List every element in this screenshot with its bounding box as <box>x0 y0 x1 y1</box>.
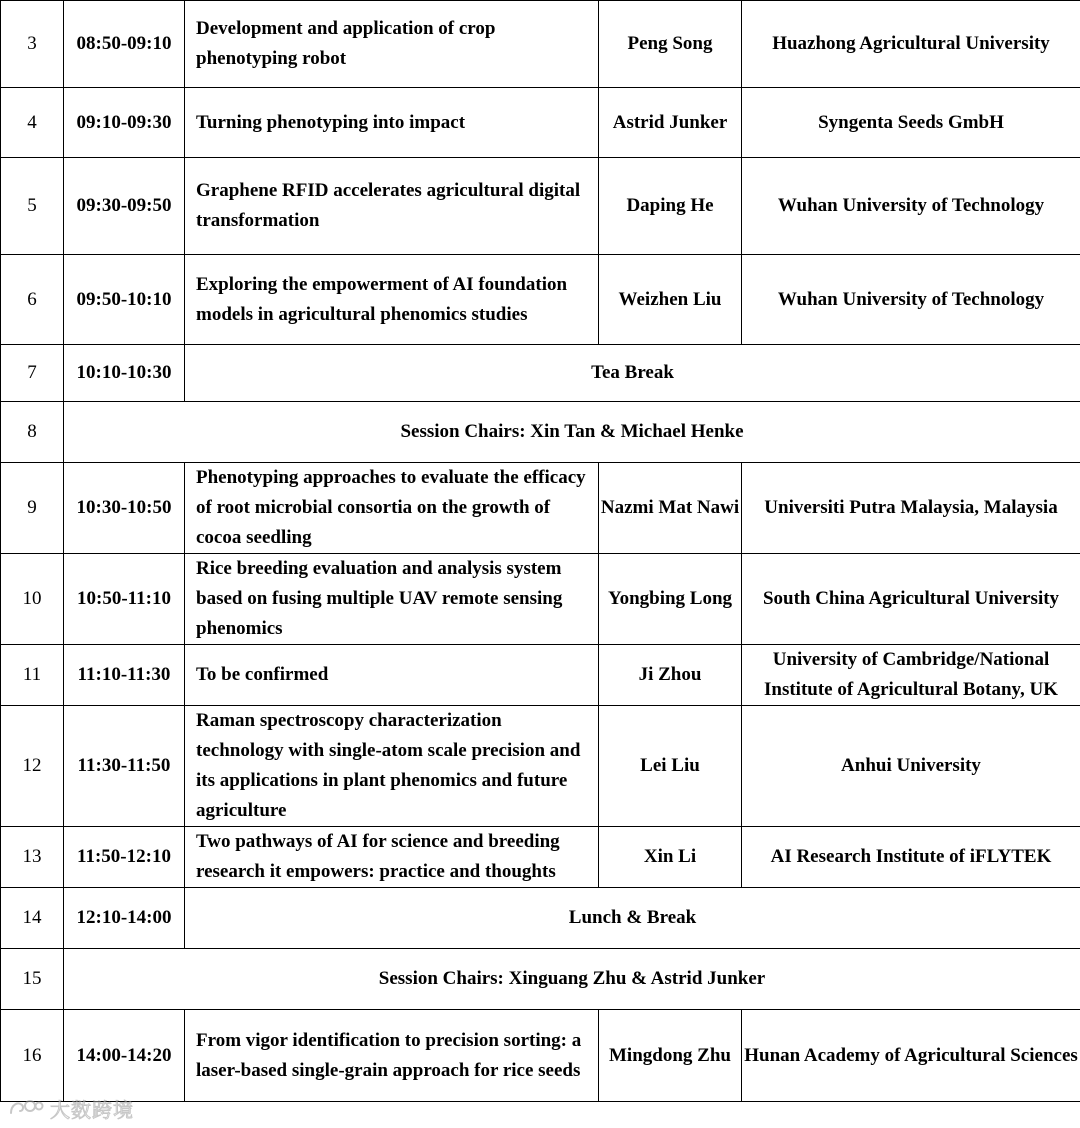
time-slot: 11:30-11:50 <box>64 706 185 827</box>
session-chairs: Session Chairs: Xinguang Zhu & Astrid Junker <box>64 949 1080 1010</box>
row-number: 5 <box>1 158 64 255</box>
institution: Syngenta Seeds GmbH <box>742 88 1080 158</box>
speaker-name: Lei Liu <box>599 706 742 827</box>
table-row <box>1 827 1080 888</box>
speaker-name: Mingdong Zhu <box>599 1010 742 1102</box>
time-slot: 09:30-09:50 <box>64 158 185 255</box>
time-slot: 09:10-09:30 <box>64 88 185 158</box>
row-number: 13 <box>1 827 64 888</box>
speaker-name: Ji Zhou <box>599 645 742 706</box>
table-row <box>1 706 1080 827</box>
talk-title: Development and application of crop phenotyping robot <box>185 1 599 88</box>
row-number: 12 <box>1 706 64 827</box>
speaker-name: Nazmi Mat Nawi <box>599 463 742 554</box>
table-row <box>1 1 1080 88</box>
table-row-session <box>1 402 1080 463</box>
table-row-break <box>1 345 1080 402</box>
row-number: 4 <box>1 88 64 158</box>
table-row <box>1 645 1080 706</box>
row-number: 11 <box>1 645 64 706</box>
institution: Anhui University <box>742 706 1080 827</box>
time-slot: 12:10-14:00 <box>64 888 185 949</box>
table-row <box>1 554 1080 645</box>
row-number: 10 <box>1 554 64 645</box>
institution: South China Agricultural University <box>742 554 1080 645</box>
schedule-body <box>1 1 1080 1102</box>
speaker-name: Peng Song <box>599 1 742 88</box>
talk-title: To be confirmed <box>185 645 599 706</box>
speaker-name: Astrid Junker <box>599 88 742 158</box>
session-chairs: Session Chairs: Xin Tan & Michael Henke <box>64 402 1080 463</box>
watermark-logo-icon <box>8 1097 44 1119</box>
speaker-name: Daping He <box>599 158 742 255</box>
table-row <box>1 88 1080 158</box>
speaker-name: Xin Li <box>599 827 742 888</box>
talk-title: Phenotyping approaches to evaluate the efficacy of root microbial consortia on the growth of cocoa seedling <box>185 463 599 554</box>
institution: Huazhong Agricultural University <box>742 1 1080 88</box>
time-slot: 11:10-11:30 <box>64 645 185 706</box>
speaker-name: Weizhen Liu <box>599 255 742 345</box>
talk-title: Turning phenotyping into impact <box>185 88 599 158</box>
table-row-break <box>1 888 1080 949</box>
talk-title: Graphene RFID accelerates agricultural digital transformation <box>185 158 599 255</box>
watermark-text: 大数跨境 <box>50 1097 134 1122</box>
break-label: Lunch & Break <box>185 888 1080 949</box>
speaker-name: Yongbing Long <box>599 554 742 645</box>
time-slot: 10:10-10:30 <box>64 345 185 402</box>
row-number: 7 <box>1 345 64 402</box>
institution: Wuhan University of Technology <box>742 255 1080 345</box>
institution: Wuhan University of Technology <box>742 158 1080 255</box>
time-slot: 08:50-09:10 <box>64 1 185 88</box>
break-label: Tea Break <box>185 345 1080 402</box>
institution: Hunan Academy of Agricultural Sciences <box>742 1010 1080 1102</box>
time-slot: 11:50-12:10 <box>64 827 185 888</box>
table-row-session <box>1 949 1080 1010</box>
talk-title: Exploring the empowerment of AI foundation models in agricultural phenomics studies <box>185 255 599 345</box>
time-slot: 14:00-14:20 <box>64 1010 185 1102</box>
talk-title: From vigor identification to precision sorting: a laser-based single-grain approach for rice seeds <box>185 1010 599 1102</box>
institution: University of Cambridge/National Institute of Agricultural Botany, UK <box>742 645 1080 706</box>
table-row <box>1 255 1080 345</box>
institution: Universiti Putra Malaysia, Malaysia <box>742 463 1080 554</box>
row-number: 8 <box>1 402 64 463</box>
time-slot: 10:50-11:10 <box>64 554 185 645</box>
row-number: 6 <box>1 255 64 345</box>
table-row <box>1 158 1080 255</box>
time-slot: 10:30-10:50 <box>64 463 185 554</box>
row-number: 16 <box>1 1010 64 1102</box>
talk-title: Raman spectroscopy characterization technology with single-atom scale precision and its applications in plant phenomics and future agriculture <box>185 706 599 827</box>
talk-title: Rice breeding evaluation and analysis system based on fusing multiple UAV remote sensing phenomics <box>185 554 599 645</box>
row-number: 15 <box>1 949 64 1010</box>
institution: AI Research Institute of iFLYTEK <box>742 827 1080 888</box>
talk-title: Two pathways of AI for science and breeding research it empowers: practice and thoughts <box>185 827 599 888</box>
watermark <box>8 1093 134 1123</box>
table-row <box>1 463 1080 554</box>
row-number: 9 <box>1 463 64 554</box>
table-row <box>1 1010 1080 1102</box>
row-number: 3 <box>1 1 64 88</box>
time-slot: 09:50-10:10 <box>64 255 185 345</box>
row-number: 14 <box>1 888 64 949</box>
